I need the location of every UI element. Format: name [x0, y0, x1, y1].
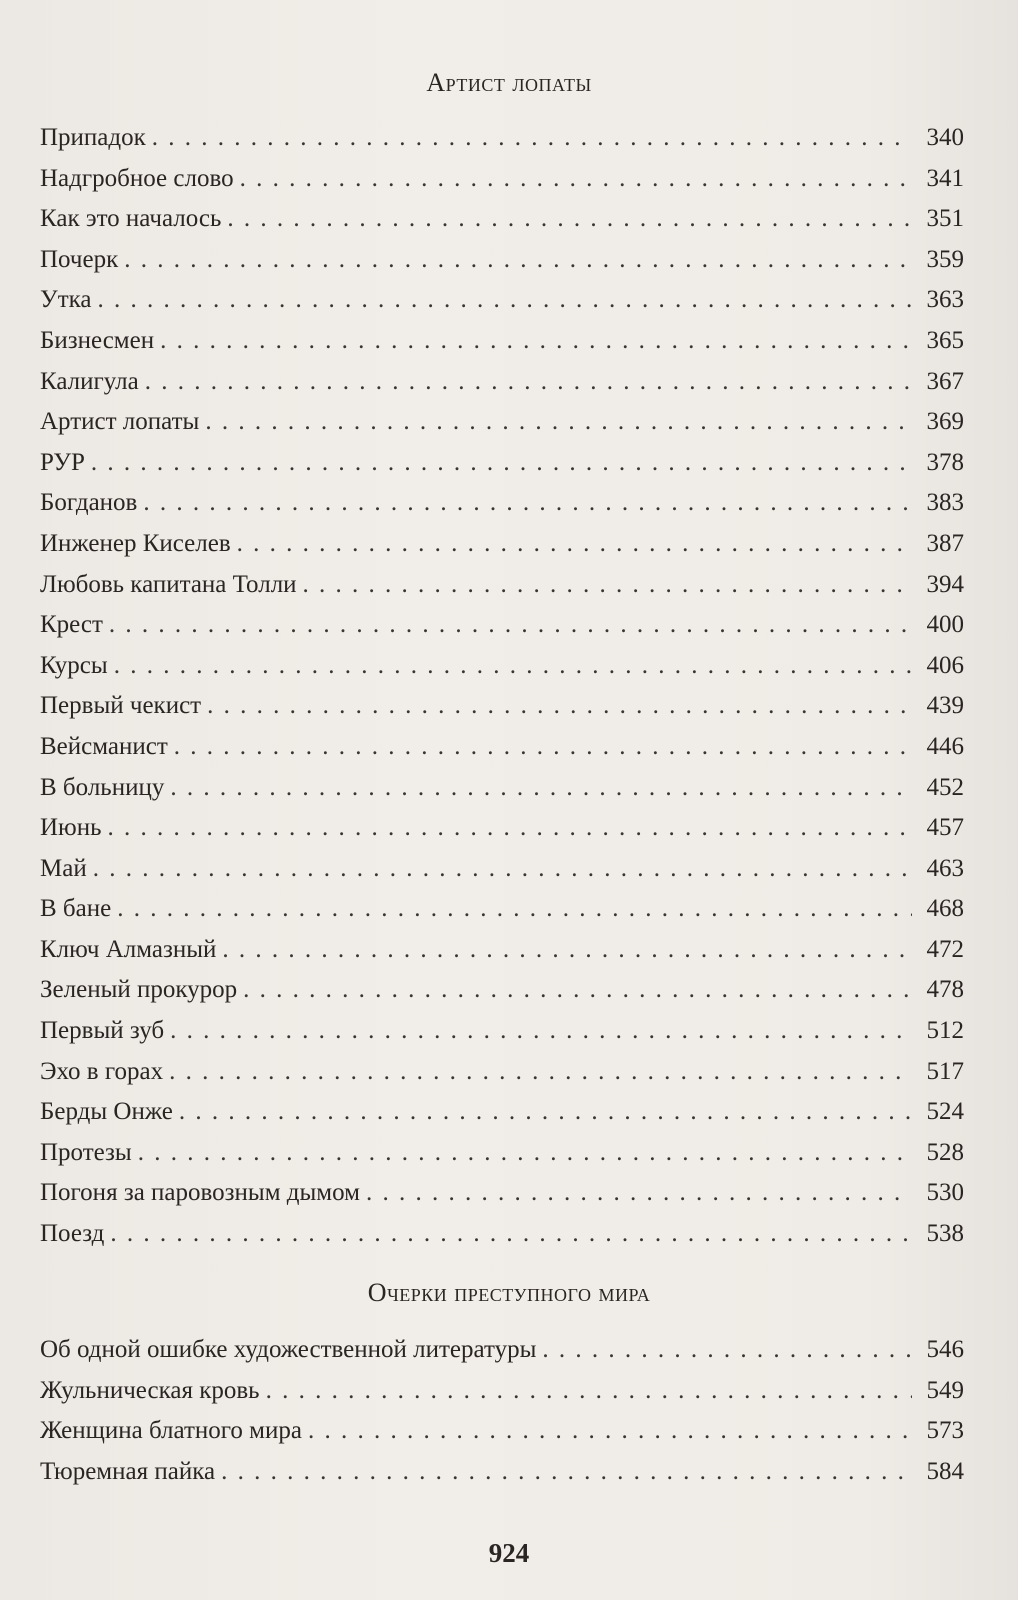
toc-entry-page: 528 — [926, 1138, 964, 1166]
toc-entry-title: Май — [40, 854, 87, 882]
dot-leader — [145, 362, 912, 403]
toc-entry-title: Инженер Киселев — [40, 529, 231, 557]
toc-entry-page: 538 — [926, 1220, 964, 1248]
toc-entry-title: Бизнесмен — [40, 326, 155, 354]
toc-entry — [40, 1092, 964, 1133]
toc-entry-title: Калигула — [40, 367, 139, 395]
toc-entry-title: Почерк — [40, 245, 119, 273]
toc-entry — [40, 768, 964, 809]
dot-leader — [237, 524, 912, 565]
toc-entry-title: Надгробное слово — [40, 164, 234, 192]
toc-entry-title: Погоня за паровозным дымом — [40, 1179, 360, 1207]
toc-list-ocherki — [40, 1330, 964, 1492]
toc-entry-title: Зеленый прокурор — [40, 976, 238, 1004]
dot-leader — [109, 605, 912, 646]
toc-entry-page: 546 — [926, 1336, 964, 1363]
toc-entry — [40, 402, 964, 443]
dot-leader — [114, 646, 912, 687]
toc-entry-page: 468 — [926, 895, 964, 923]
toc-entry-page: 463 — [926, 854, 964, 882]
toc-entry-page: 530 — [926, 1179, 964, 1207]
toc-entry — [40, 930, 964, 971]
dot-leader — [240, 159, 912, 200]
dot-leader — [207, 686, 912, 727]
dot-leader — [179, 1092, 912, 1133]
toc-entry-page: 452 — [926, 773, 964, 801]
dot-leader — [170, 1011, 912, 1052]
dot-leader — [108, 808, 912, 849]
toc-entry — [40, 524, 964, 565]
toc-entry-title: Ключ Алмазный — [40, 935, 217, 963]
toc-entry — [40, 646, 964, 687]
toc-entry-title: Курсы — [40, 651, 108, 679]
toc-entry-title: Июнь — [40, 814, 102, 842]
toc-entry-page: 363 — [926, 286, 964, 314]
toc-entry-title: Артист лопаты — [40, 408, 200, 436]
toc-entry-title: Любовь капитана Толли — [40, 570, 297, 598]
toc-list-artist-lopaty — [40, 118, 964, 1255]
dot-leader — [243, 970, 912, 1011]
toc-entry-page: 472 — [926, 935, 964, 963]
page-number: 924 — [488, 1538, 530, 1568]
toc-entry-title: Поезд — [40, 1220, 105, 1248]
toc-entry-title: Как это началось — [40, 205, 222, 233]
dot-leader — [98, 280, 913, 321]
toc-entry-page: 378 — [926, 448, 964, 476]
toc-entry-page: 524 — [926, 1098, 964, 1126]
toc-entry-title: Об одной ошибке художественной литературы — [40, 1336, 537, 1363]
toc-entry-page: 406 — [926, 651, 964, 679]
dot-leader — [174, 727, 912, 768]
toc-entry — [40, 1214, 964, 1255]
dot-leader — [227, 199, 912, 240]
toc-entry-page: 387 — [926, 529, 964, 557]
dot-leader — [169, 1052, 912, 1093]
toc-entry-page: 365 — [926, 326, 964, 354]
toc-entry — [40, 1452, 964, 1493]
dot-leader — [160, 321, 912, 362]
toc-entry-title: Первый чекист — [40, 692, 202, 720]
toc-entry-title: В бане — [40, 895, 112, 923]
toc-entry-title: Эхо в горах — [40, 1057, 164, 1085]
dot-leader — [152, 118, 912, 159]
toc-entry-title: Первый зуб — [40, 1017, 165, 1045]
toc-entry-page: 383 — [926, 489, 964, 517]
toc-entry-page: 457 — [926, 814, 964, 842]
toc-entry — [40, 808, 964, 849]
dot-leader — [205, 402, 912, 443]
toc-entry-page: 478 — [926, 976, 964, 1004]
section-title-ocherki: Очерки преступного мира — [367, 1278, 651, 1307]
toc-entry-page: 512 — [926, 1017, 964, 1045]
toc-entry-title: Богданов — [40, 489, 138, 517]
toc-entry-title: РУР — [40, 448, 85, 476]
dot-leader — [138, 1133, 912, 1174]
dot-leader — [93, 849, 912, 890]
toc-entry-title: В больницу — [40, 773, 165, 801]
toc-entry-title: Вейсманист — [40, 732, 168, 760]
toc-entry-page: 439 — [926, 692, 964, 720]
dot-leader — [91, 443, 912, 484]
dot-leader — [221, 1452, 912, 1493]
dot-leader — [266, 1371, 912, 1412]
section-title-artist-lopaty: Артист лопаты — [426, 68, 592, 97]
toc-entry — [40, 1133, 964, 1174]
toc-entry-page: 573 — [926, 1417, 964, 1445]
toc-entry — [40, 605, 964, 646]
dot-leader — [124, 240, 912, 281]
toc-entry — [40, 483, 964, 524]
toc-entry — [40, 443, 964, 484]
toc-entry-title: Протезы — [40, 1138, 132, 1166]
toc-entry-title: Припадок — [40, 124, 146, 151]
toc-entry-title: Жульническая кровь — [40, 1376, 260, 1404]
toc-entry — [40, 849, 964, 890]
toc-entry — [40, 280, 964, 321]
toc-entry-page: 517 — [926, 1057, 964, 1085]
toc-entry — [40, 1173, 964, 1214]
dot-leader — [222, 930, 912, 971]
toc-entry — [40, 321, 964, 362]
toc-entry — [40, 1330, 964, 1371]
toc-entry-title: Тюремная пайка — [40, 1457, 216, 1485]
toc-entry — [40, 970, 964, 1011]
toc-entry — [40, 199, 964, 240]
dot-leader — [308, 1411, 912, 1452]
toc-entry-title: Утка — [40, 286, 92, 314]
toc-entry — [40, 1371, 964, 1412]
toc-entry-page: 340 — [926, 124, 964, 151]
toc-entry-page: 351 — [926, 205, 964, 233]
toc-entry-page: 367 — [926, 367, 964, 395]
toc-entry — [40, 1011, 964, 1052]
toc-entry — [40, 727, 964, 768]
toc-entry — [40, 1411, 964, 1452]
toc-entry — [40, 686, 964, 727]
dot-leader — [117, 889, 912, 930]
dot-leader — [303, 565, 912, 606]
toc-entry — [40, 240, 964, 281]
dot-leader — [542, 1330, 912, 1371]
toc-entry-page: 369 — [926, 408, 964, 436]
toc-entry-title: Крест — [40, 611, 103, 639]
dot-leader — [110, 1214, 912, 1255]
toc-entry-page: 584 — [926, 1457, 964, 1485]
toc-entry — [40, 1052, 964, 1093]
dot-leader — [143, 483, 912, 524]
toc-entry-title: Берды Онже — [40, 1098, 173, 1126]
toc-entry-page: 341 — [926, 164, 964, 192]
dot-leader — [366, 1173, 912, 1214]
toc-entry — [40, 159, 964, 200]
toc-entry — [40, 118, 964, 159]
toc-entry — [40, 889, 964, 930]
toc-entry-title: Женщина блатного мира — [40, 1417, 302, 1445]
toc-entry-page: 394 — [926, 570, 964, 598]
toc-entry-page: 446 — [926, 732, 964, 760]
dot-leader — [170, 768, 912, 809]
toc-entry-page: 400 — [926, 611, 964, 639]
toc-entry — [40, 362, 964, 403]
toc-entry-page: 359 — [926, 245, 964, 273]
toc-entry — [40, 565, 964, 606]
toc-entry-page: 549 — [926, 1376, 964, 1404]
